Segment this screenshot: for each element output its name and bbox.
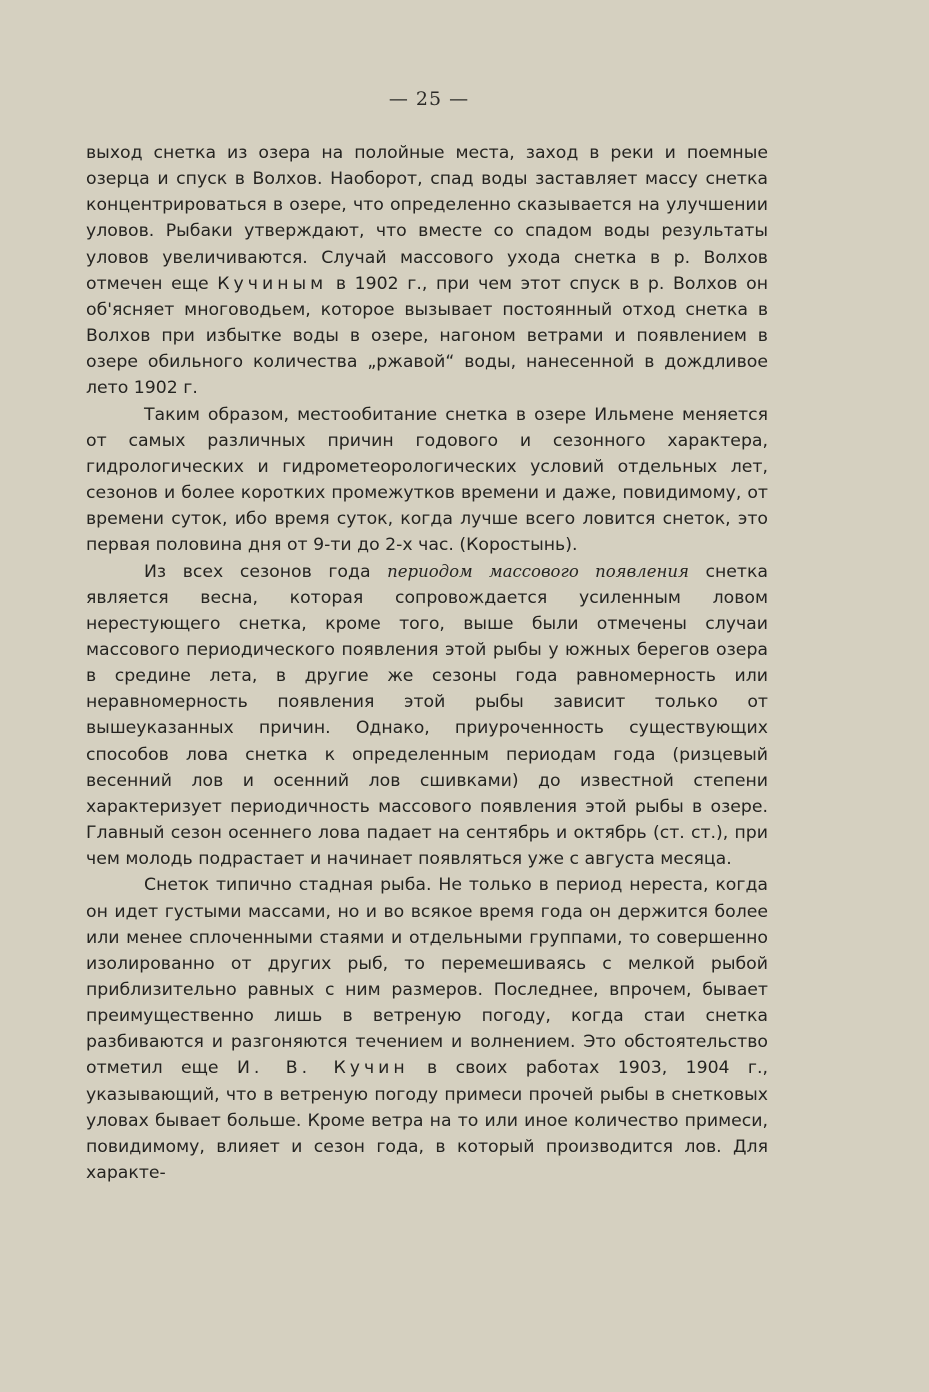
paragraph-2: Таким образом, местообитание снетка в озере Ильмене меняется от самых различных причин годового и сезонного характера, гидрологических и гидрометеорологических условий отдельных лет, сезонов и более коротких промежутков времени и даже, повидимому, от времени суток, ибо время суток, когда лучше всего ловится снеток, это первая половина дня от 9-ти до 2-х час. (Коростынь). bbox=[86, 404, 768, 556]
page-number: — 25 — bbox=[388, 88, 470, 110]
author-name-iv-kuchin: И. В. Кучин bbox=[236, 1058, 409, 1079]
author-name-kuchin: Кучиным bbox=[217, 273, 328, 294]
paragraph-3-text-before: Из всех сезонов года bbox=[144, 561, 388, 582]
paragraph-1 bbox=[86, 140, 768, 402]
body-text bbox=[86, 140, 768, 1186]
paragraph-4-text: Снеток типично стадная рыба. Не только в период нереста, когда он идет густыми массами, но и во всякое время года он держится более или менее сплоченными стаями и отдельными группами, то совершенно изолированно от других рыб, то перемешиваясь с мелкой рыбой приблизительно равных с ним размеров. Последнее, впрочем, бывает преимущественно лишь в ветреную погоду, когда стаи снетка разбиваются и разгоняются течением и волнением. Это обстоятельство отметил еще bbox=[86, 875, 768, 1079]
paragraph-1-text: выход снетка из озера на полойные места, заход в реки и поемные озерца и спуск в Волхов. Наоборот, спад воды заставляет массу снетка концентрироваться в озере, что определенно сказывается на улучшении уловов. Рыбаки утверждают, что вместе со спадом воды результаты уловов увеличиваются. Случай массового ухода снетка в р. Волхов отмечен еще bbox=[86, 143, 768, 294]
paragraph-3-text: снетка является весна, которая сопровождается усиленным ловом нерестующего снетка, кроме того, выше были отмечены случаи массового периодического появления этой рыбы у южных берегов озера в средине лета, в другие же сезоны года равномерность или неравномерность появления этой рыбы зависит только от вышеуказанных причин. Однако, приуроченность существующих способов лова снетка к определенным периодам года (ризцевый весенний лов и осенний лов сшивками) до известной степени характеризует периодичность массового появления этой рыбы в озере. Главный сезон осеннего лова падает на сентябрь и октябрь (ст. ст.), при чем молодь подрастает и начинает появляться уже с августа месяца. bbox=[86, 561, 768, 870]
paragraph-4-text-after: в своих работах 1903, 1904 г., указывающий, что в ветреную погоду примеси прочей рыбы в снетковых уловах бывает больше. Кроме ветра на то или иное количество примеси, повидимому, влияет и сезон года, в который производится лов. Для характе- bbox=[86, 1058, 768, 1184]
paragraph-3 bbox=[86, 559, 768, 873]
paragraph-4 bbox=[86, 872, 768, 1186]
paragraph-1-text-after: в 1902 г., при чем этот спуск в р. Волхов он об'ясняет многоводьем, которое вызывает постоянный отход снетка в Волхов при избытке воды в озере, нагоном ветрами и появлением в озере обильного количества „ржавой“ воды, нанесенной в дождливое лето 1902 г. bbox=[86, 273, 768, 399]
italic-phrase: периодом массового появления bbox=[387, 561, 689, 581]
